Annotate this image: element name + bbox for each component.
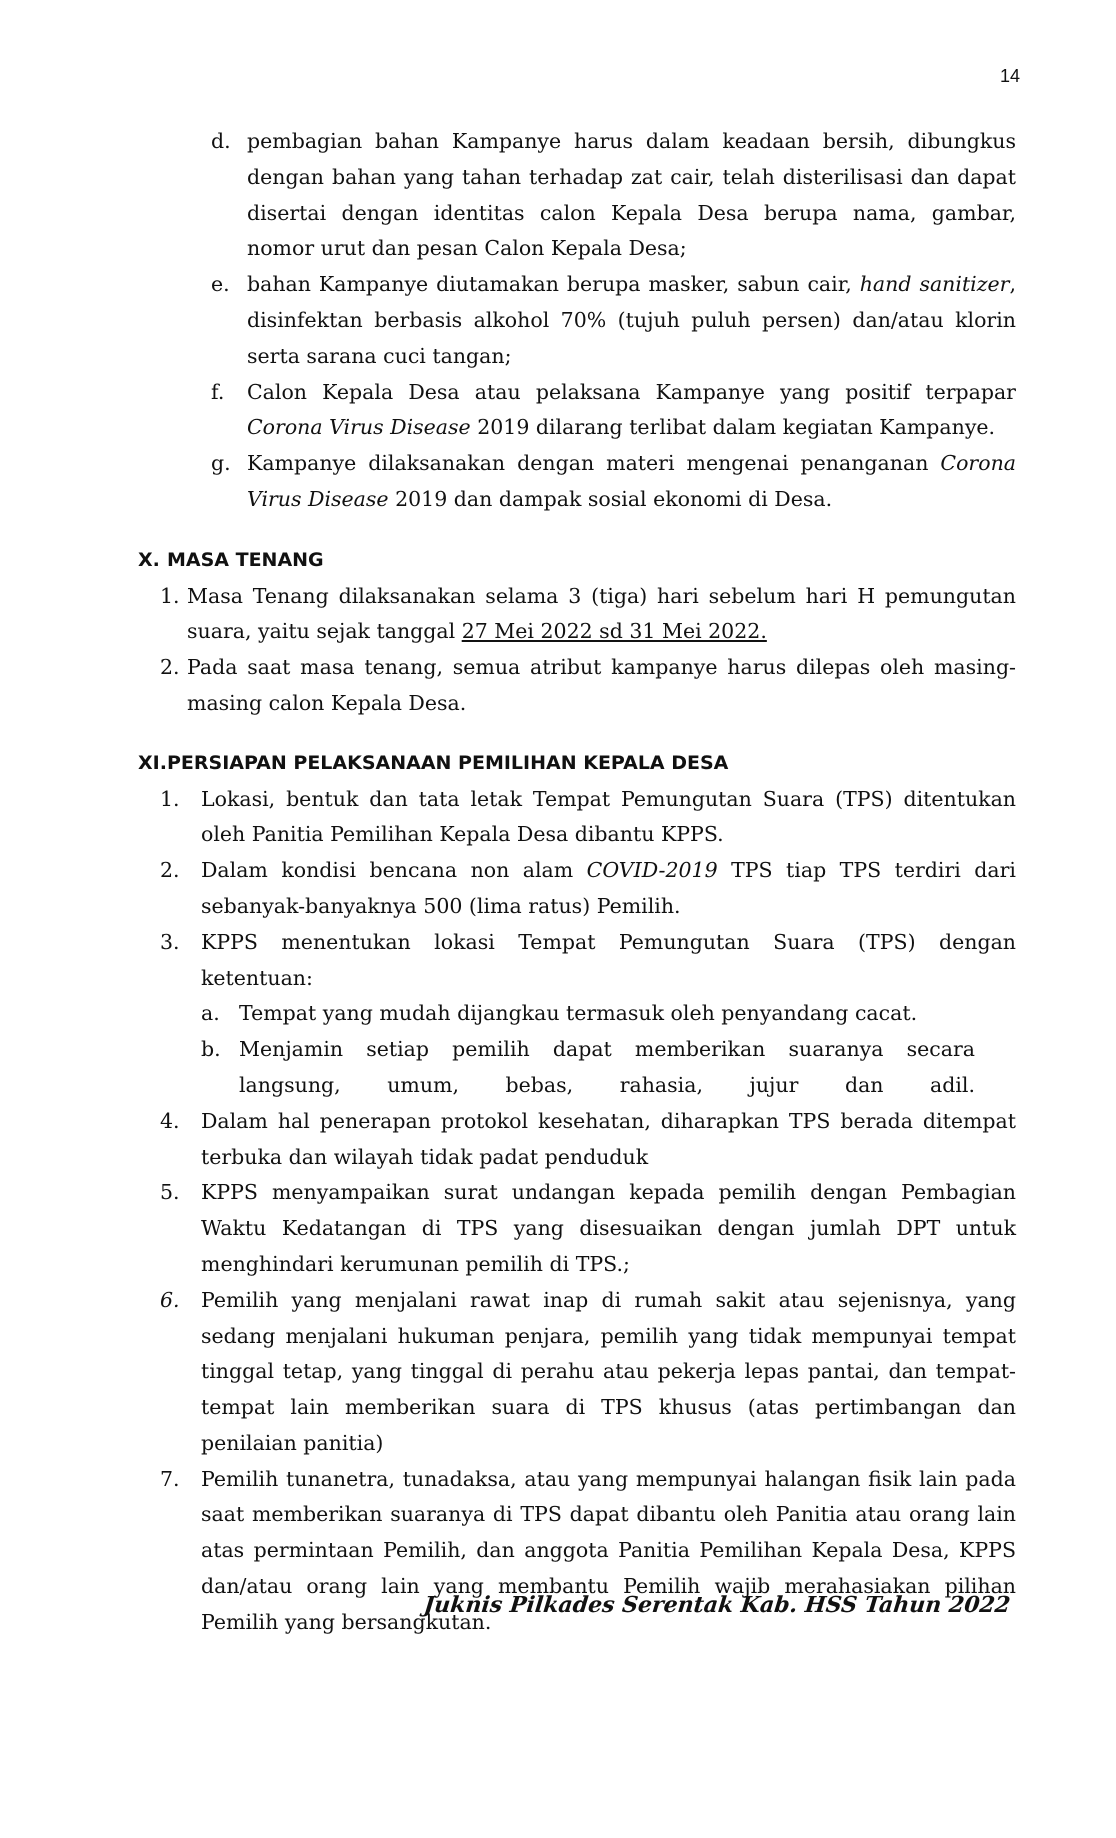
list-item [0,1283,1116,1462]
list-item [0,446,1116,518]
list-marker: e. [211,272,230,297]
list-text: Pemilih yang menjalani rawat inap di rumah sakit atau sejenisnya, yang sedang menjalani hukuman penjara, pemilih yang tidak mempunyai tempat tinggal tetap, yang tinggal di perahu atau pekerja lepas pantai, dan tempat-tempat lain memberikan suara di TPS khusus (atas pertimbangan dan penilaian panitia) [201,1287,1016,1455]
list-marker: 6. [160,1287,180,1312]
page-content [0,124,1116,1641]
list-item [0,124,1116,267]
list-item [0,925,1116,997]
list-marker: 1. [160,786,180,811]
list-marker: 4. [160,1108,180,1133]
sub-list-marker: b. [201,1037,221,1062]
sub-list-marker: a. [201,1001,220,1026]
list-text: pembagian bahan Kampanye harus dalam keadaan bersih, dibungkus dengan bahan yang tahan terhadap zat cair, telah disterilisasi dan dapat disertai dengan identitas calon Kepala Desa berupa nama, gambar, nomor urut dan pesan Calon Kepala Desa; [247,129,1016,261]
italic-term: hand sanitizer [859,272,1010,297]
italic-term: Corona Virus Disease [247,415,471,440]
footer-document-title: Juknis Pilkades Serentak Kab. HSS Tahun 2022 [422,1592,1012,1618]
list-text: KPPS menyampaikan surat undangan kepada pemilih dengan Pembagian Waktu Kedatangan di TPS yang disesuaikan dengan jumlah DPT untuk menghindari kerumunan pemilih di TPS.; [201,1180,1016,1276]
section-heading-persiapan [0,746,1116,782]
list-text: bahan Kampanye diutamakan berupa masker, sabun cair, hand sanitizer, disinfektan berbasis alkohol 70% (tujuh puluh persen) dan/atau klorin serta sarana cuci tangan; [247,272,1016,368]
list-text: Kampanye dilaksanakan dengan materi mengenai penanganan Corona Virus Disease 2019 dan dampak sosial ekonomi di Desa. [247,451,1016,511]
sub-list-item [0,1032,1116,1104]
list-text: Pemilih tunanetra, tunadaksa, atau yang mempunyai halangan fisik lain pada saat memberikan suaranya di TPS dapat dibantu oleh Panitia atau orang lain atas permintaan Pemilih, dan anggota Panitia Pemilihan Kepala Desa, KPPS dan/atau orang lain yang membantu Pemilih wajib merahasiakan pilihan Pemilih yang bersangkutan. [201,1466,1016,1634]
list-text: Pada saat masa tenang, semua atribut kampanye harus dilepas oleh masing-masing calon Kepala Desa. [187,655,1016,715]
list-text: KPPS menentukan lokasi Tempat Pemungutan Suara (TPS) dengan ketentuan: [201,929,1016,990]
list-marker: 7. [160,1466,180,1491]
list-item [0,1175,1116,1282]
list-marker: 5. [160,1180,180,1205]
section-title: MASA TENANG [167,548,324,571]
page-number: 14 [999,66,1020,86]
list-marker: 2. [160,858,180,883]
section-marker: X. [138,548,160,571]
list-text: Calon Kepala Desa atau pelaksana Kampanye yang positif terpapar Corona Virus Disease 2019 dilarang terlibat dalam kegiatan Kampanye. [247,379,1016,440]
sub-list-item [0,996,1116,1032]
list-marker: g. [211,451,231,476]
list-marker: 2. [160,655,180,680]
italic-term: COVID-2019 [586,858,718,883]
section-heading-masa-tenang [0,543,1116,579]
underlined-date: 27 Mei 2022 sd 31 Mei 2022. [461,619,767,644]
list-marker: 3. [160,929,180,954]
list-text: Dalam kondisi bencana non alam COVID-2019 TPS tiap TPS terdiri dari sebanyak-banyaknya 500 (lima ratus) Pemilih. [201,858,1016,918]
section-marker: XI. [138,751,167,774]
list-item [0,782,1116,854]
list-text: Lokasi, bentuk dan tata letak Tempat Pemungutan Suara (TPS) ditentukan oleh Panitia Pemilihan Kepala Desa dibantu KPPS. [201,786,1016,847]
list-text: Masa Tenang dilaksanakan selama 3 (tiga) hari sebelum hari H pemungutan suara, yaitu sejak tanggal 27 Mei 2022 sd 31 Mei 2022. [187,583,1016,644]
sub-list-text: Tempat yang mudah dijangkau termasuk oleh penyandang cacat. [239,1001,918,1026]
list-marker: d. [211,129,231,153]
list-text: Dalam hal penerapan protokol kesehatan, diharapkan TPS berada ditempat terbuka dan wilayah tidak padat penduduk [201,1108,1016,1169]
italic-term: Corona Virus Disease [247,451,1016,511]
list-item [0,579,1116,651]
list-item [0,1104,1116,1176]
section-title: PERSIAPAN PELAKSANAAN PEMILIHAN KEPALA DESA [167,751,729,774]
list-marker: f. [211,379,225,404]
list-marker: 1. [160,583,180,608]
list-item [0,375,1116,447]
list-item [0,267,1116,374]
list-item [0,650,1116,722]
sub-list-text: Menjamin setiap pemilih dapat memberikan suaranya secara langsung, umum, bebas, rahasia, jujur dan adil. [239,1037,975,1097]
list-item [0,853,1116,925]
